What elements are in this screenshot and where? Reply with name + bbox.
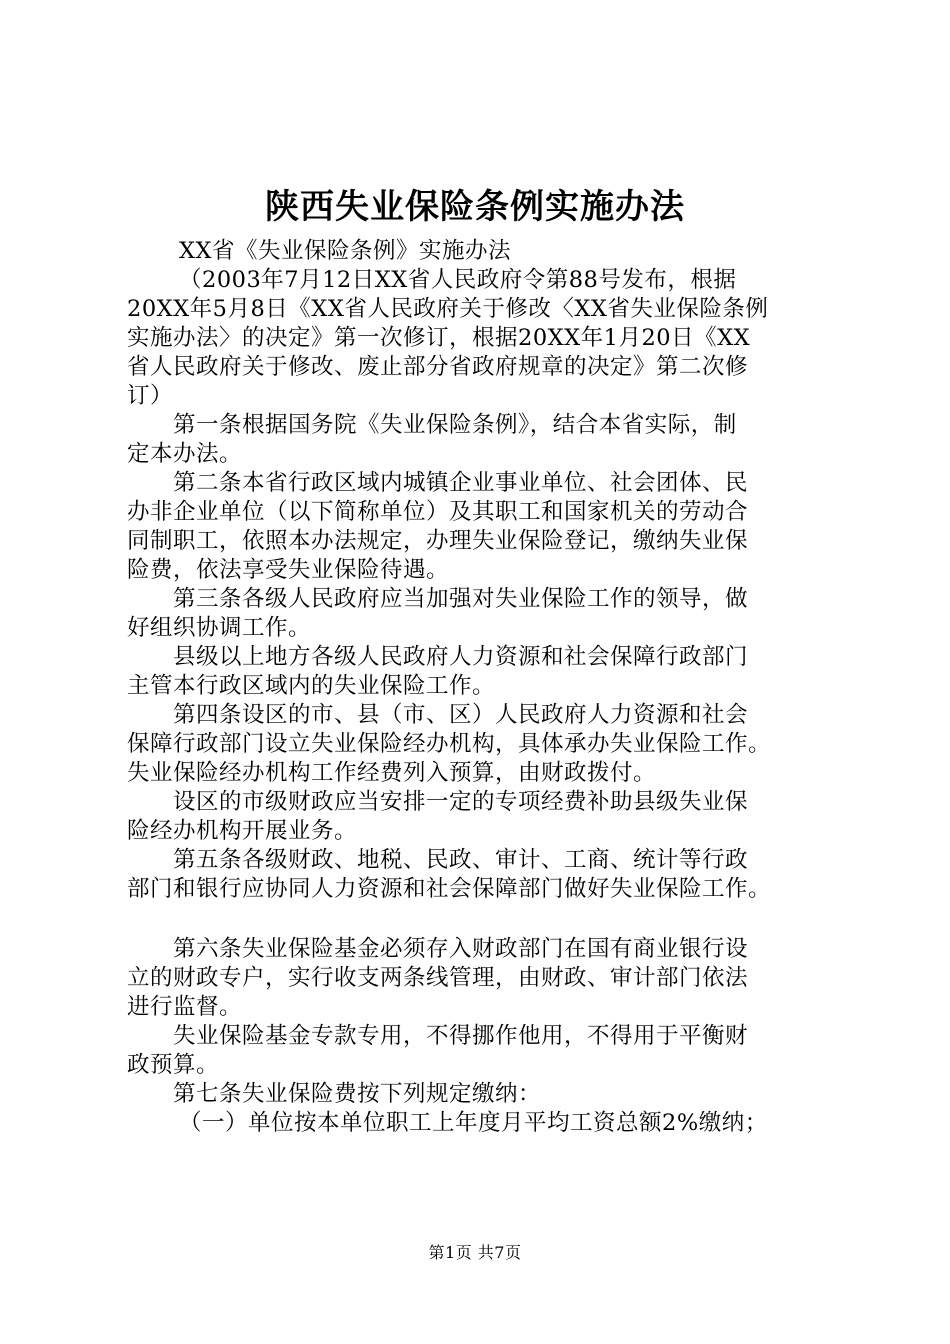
body-line: 省人民政府关于修改、废止部分省政府规章的决定》第二次修	[127, 354, 749, 380]
document-title: 陕西失业保险条例实施办法	[265, 187, 685, 227]
document-body	[127, 237, 867, 1138]
body-line: 定本办法。	[127, 441, 243, 467]
paragraph-gap	[127, 904, 867, 935]
body-line: 设区的市级财政应当安排一定的专项经费补助县级失业保	[173, 789, 749, 815]
body-line: 同制职工，依照本办法规定，办理失业保险登记，缴纳失业保	[127, 528, 749, 554]
body-line: 好组织协调工作。	[127, 615, 312, 641]
body-line: 第六条失业保险基金必须存入财政部门在国有商业银行设	[173, 936, 749, 962]
body-line: 办非企业单位（以下简称单位）及其职工和国家机关的劳动合	[127, 499, 749, 525]
body-line: 第五条各级财政、地税、民政、审计、工商、统计等行政	[173, 847, 749, 873]
body-line: 失业保险基金专款专用，不得挪作他用，不得用于平衡财	[173, 1023, 749, 1049]
body-line: 政预算。	[127, 1052, 220, 1078]
body-line: 险费，依法享受失业保险待遇。	[127, 557, 450, 583]
body-line: （2003年7月12日XX省人民政府令第88号发布，根据	[179, 267, 737, 293]
page-footer: 第1页 共7页	[428, 1243, 522, 1262]
body-line: 20XX年5月8日《XX省人民政府关于修改〈XX省失业保险条例	[127, 296, 769, 322]
body-line: 部门和银行应协同人力资源和社会保障部门做好失业保险工作。	[127, 876, 772, 902]
body-line: 第七条失业保险费按下列规定缴纳：	[173, 1081, 542, 1107]
body-line: 第一条根据国务院《失业保险条例》，结合本省实际，制	[173, 412, 737, 438]
body-line: 立的财政专户，实行收支两条线管理，由财政、审计部门依法	[127, 965, 749, 991]
body-line: 县级以上地方各级人民政府人力资源和社会保障行政部门	[173, 644, 749, 670]
body-line: （一）单位按本单位职工上年度月平均工资总额2%缴纳；	[179, 1110, 768, 1136]
body-line: 失业保险经办机构工作经费列入预算，由财政拨付。	[127, 760, 657, 786]
body-line: 第四条设区的市、县（市、区）人民政府人力资源和社会	[173, 702, 749, 728]
subtitle-line: XX省《失业保险条例》实施办法	[179, 238, 512, 264]
body-line: 主管本行政区域内的失业保险工作。	[127, 673, 496, 699]
body-line: 保障行政部门设立失业保险经办机构，具体承办失业保险工作。	[127, 731, 772, 757]
body-line: 进行监督。	[127, 994, 243, 1020]
body-line: 订）	[127, 383, 174, 409]
body-line: 险经办机构开展业务。	[127, 818, 358, 844]
body-line: 实施办法〉的决定》第一次修订，根据20XX年1月20日《XX	[127, 325, 751, 351]
body-line: 第二条本省行政区域内城镇企业事业单位、社会团体、民	[173, 470, 749, 496]
body-line: 第三条各级人民政府应当加强对失业保险工作的领导，做	[173, 586, 749, 612]
